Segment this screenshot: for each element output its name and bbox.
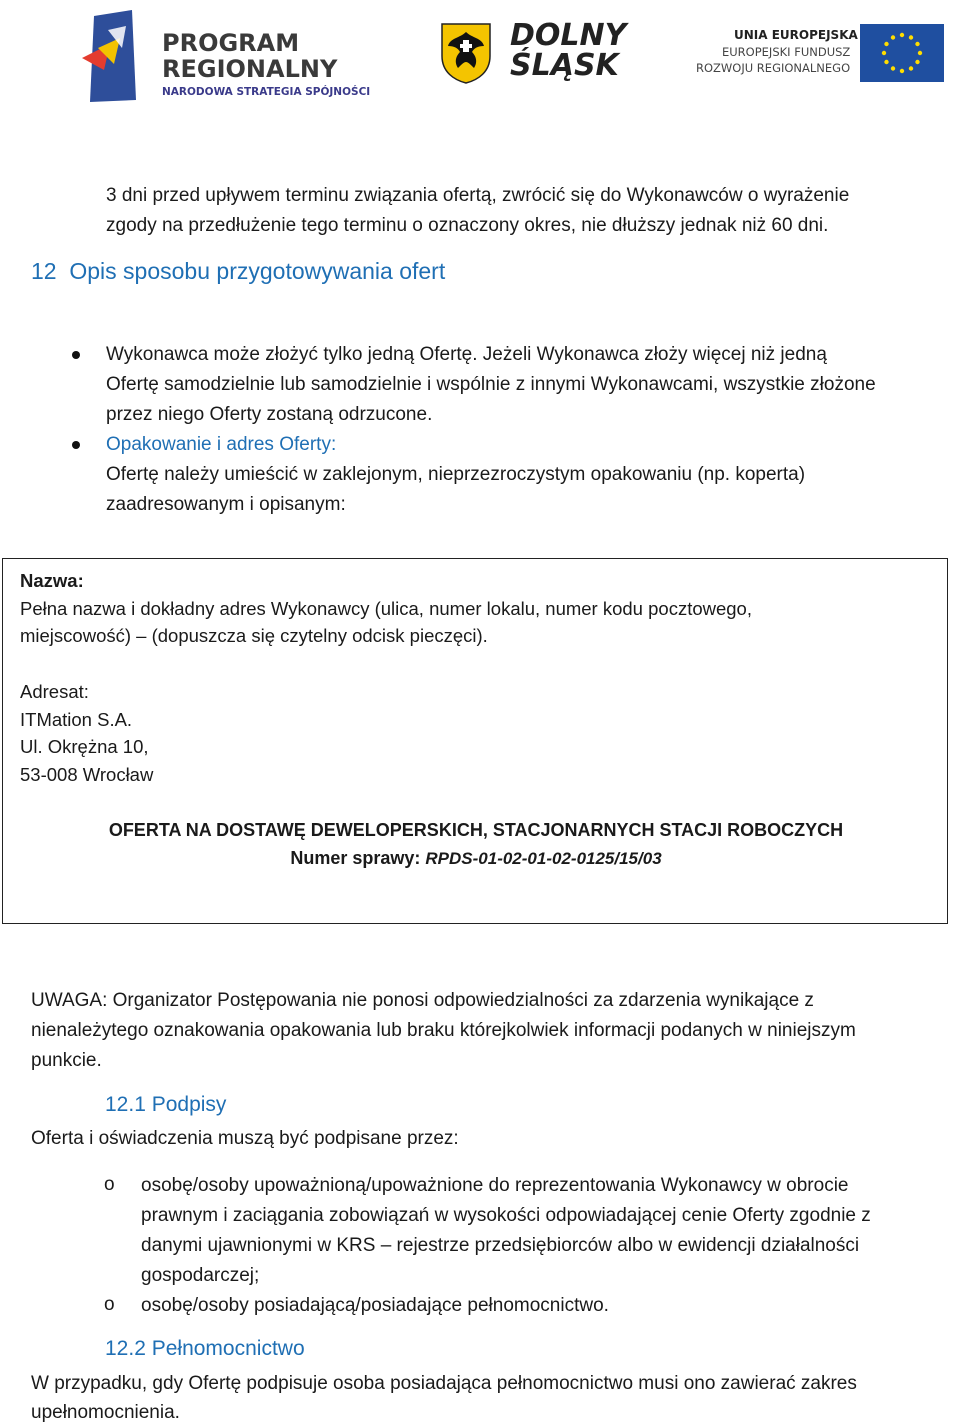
logo2-line1: DOLNY xyxy=(510,18,627,53)
street-address: Ul. Okrężna 10, xyxy=(20,736,149,757)
case-number-value: RPDS-01-02-01-02-0125/15/03 xyxy=(425,849,662,868)
bullet2-line-1: Ofertę należy umieścić w zaklejonym, nieprzezroczystym opakowaniu (np. koperta) xyxy=(106,464,806,485)
bullet1-line-2: Ofertę samodzielnie lub samodzielnie i wspólnie z innymi Wykonawcami, wszystkie złożone xyxy=(106,374,876,395)
pelnomocnictwo-line-2: upełnomocnienia. xyxy=(31,1402,180,1423)
section-12-2-number: 12.2 xyxy=(105,1337,146,1360)
section-12-2-title: Pełnomocnictwo xyxy=(151,1337,305,1360)
eagle-shield-icon xyxy=(440,22,492,84)
company-name: ITMation S.A. xyxy=(20,709,133,730)
circle-bullet-icon: o xyxy=(104,1294,115,1315)
pelnomocnictwo-line-1: W przypadku, gdy Ofertę podpisuje osoba posiadająca pełnomocnictwo musi ono zawierać zakres xyxy=(31,1373,857,1394)
podpisy-item1-line-4: gospodarczej; xyxy=(141,1265,260,1286)
podpisy-item2-line-1: osobę/osoby posiadającą/posiadające pełnomocnictwo. xyxy=(141,1295,609,1316)
podpisy-item1-line-3: danymi ujawnionymi w KRS – rejestrze przedsiębiorców albo w ewidencji działalności xyxy=(141,1235,860,1256)
nazwa-line-1: Pełna nazwa i dokładny adres Wykonawcy (ulica, numer lokalu, numer kodu pocztowego, xyxy=(20,598,752,619)
section-12-title: Opis sposobu przygotowywania ofert xyxy=(69,258,446,284)
logo3-line2: EUROPEJSKI FUNDUSZ xyxy=(722,45,851,59)
case-number-label: Numer sprawy: xyxy=(290,848,421,868)
section-12-1-heading xyxy=(105,1093,226,1117)
logo1-line2: REGIONALNY xyxy=(162,55,338,83)
logo3-line1: UNIA EUROPEJSKA xyxy=(734,28,858,42)
bullet-icon xyxy=(72,441,80,449)
offer-title: OFERTA NA DOSTAWĘ DEWELOPERSKICH, STACJONARNYCH STACJI ROBOCZYCH xyxy=(108,820,844,840)
circle-bullet-icon: o xyxy=(104,1174,115,1195)
podpisy-item1-line-2: prawnym i zaciągania zobowiązań w wysokości odpowiadającej cenie Oferty zgodnie z xyxy=(141,1205,871,1226)
podpisy-item1-line-1: osobę/osoby upoważnioną/upoważnione do reprezentowania Wykonawcy w obrocie xyxy=(141,1175,849,1196)
section-12-2-heading xyxy=(105,1337,305,1361)
section-12-heading xyxy=(31,258,445,285)
logo3-line3: ROZWOJU REGIONALNEGO xyxy=(696,61,851,75)
eu-flag-icon xyxy=(860,24,944,82)
section-12-1-title: Podpisy xyxy=(151,1093,227,1116)
bullet2-title: Opakowanie i adres Oferty: xyxy=(106,434,337,455)
case-number-line xyxy=(3,844,949,873)
program-regionalny-logo xyxy=(80,8,380,104)
program-regionalny-emblem xyxy=(80,8,142,104)
logo1-line3: NARODOWA STRATEGIA SPÓJNOŚCI xyxy=(162,86,371,98)
dolny-slask-logo xyxy=(440,18,640,88)
bullet1-line-1: Wykonawca może złożyć tylko jedną Ofertę. Jeżeli Wykonawca złoży więcej niż jedną xyxy=(106,344,827,365)
logo1-line1: PROGRAM xyxy=(162,29,300,57)
uwaga-line-2: nienależytego oznakowania opakowania lub braku którejkolwiek informacji podanych w niniejszym xyxy=(31,1020,856,1041)
eu-fund-logo xyxy=(694,24,946,84)
uwaga-line-1: UWAGA: Organizator Postępowania nie ponosi odpowiedzialności za zdarzenia wynikające z xyxy=(31,990,814,1011)
intro-line-1: 3 dni przed upływem terminu związania ofertą, zwrócić się do Wykonawców o wyrażenie xyxy=(106,185,850,206)
bullet2-line-2: zaadresowanym i opisanym: xyxy=(106,494,346,515)
nazwa-line-2: miejscowość) – (dopuszcza się czytelny odcisk pieczęci). xyxy=(20,625,488,646)
nazwa-label: Nazwa: xyxy=(20,570,84,591)
section-12-1-number: 12.1 xyxy=(105,1093,146,1116)
city-address: 53-008 Wrocław xyxy=(20,764,154,785)
bullet1-line-3: przez niego Oferty zostaną odrzucone. xyxy=(106,404,433,425)
uwaga-line-3: punkcie. xyxy=(31,1050,102,1071)
adresat-label: Adresat: xyxy=(20,681,89,702)
section-12-number: 12 xyxy=(31,258,57,284)
intro-line-2: zgody na przedłużenie tego terminu o oznaczony okres, nie dłuższy jednak niż 60 dni. xyxy=(106,215,829,236)
logo2-line2: ŚLĄSK xyxy=(510,48,619,83)
podpisy-intro: Oferta i oświadczenia muszą być podpisane przez: xyxy=(31,1128,459,1149)
bullet-icon xyxy=(72,351,80,359)
header-logos xyxy=(0,0,960,110)
envelope-label-box xyxy=(2,558,948,924)
